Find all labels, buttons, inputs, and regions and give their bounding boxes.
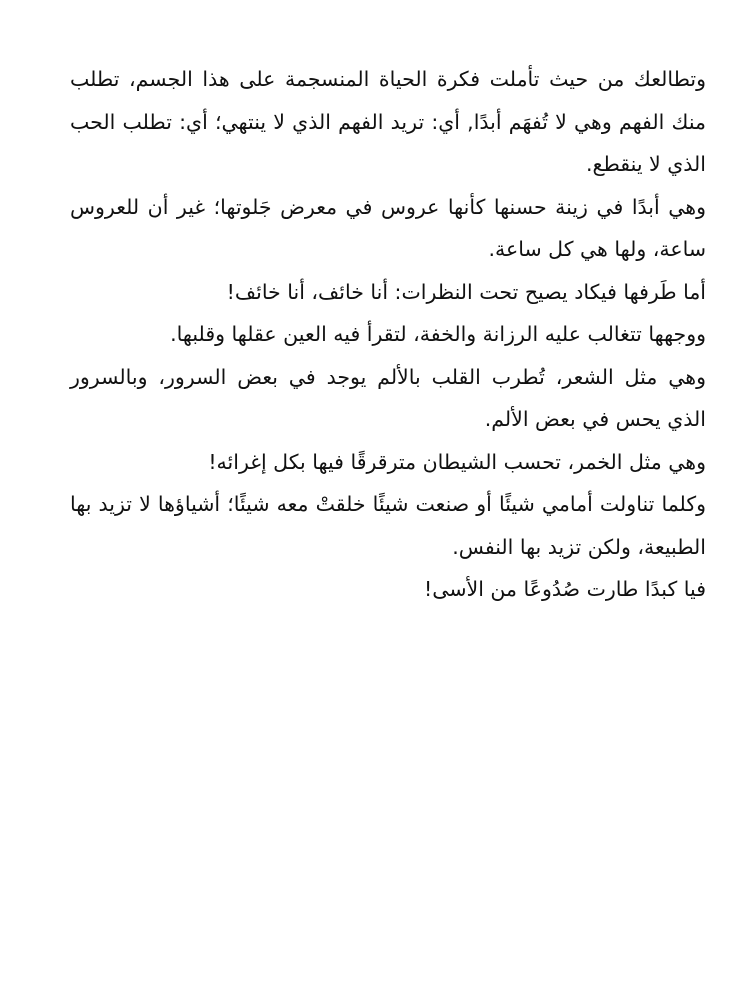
paragraph: وهي مثل الخمر، تحسب الشيطان مترقرقًا فيها بكل إغرائه! xyxy=(208,449,706,474)
paragraph: ووجهها تتغالب عليه الرزانة والخفة، لتقرأ فيه العين عقلها وقلبها. xyxy=(170,322,706,346)
paragraph: أما طَرفها فيكاد يصيح تحت النظرات: أنا خائف، أنا خائف! xyxy=(226,279,706,304)
paragraph: وهي أبدًا في زينة حسنها كأنها عروس في معرض جَلوتها؛ غير أن للعروس ساعة، ولها هي كل ساعة. xyxy=(70,194,706,261)
paragraph: وهي مثل الشعر، تُطرب القلب بالألم يوجد في بعض السرور، وبالسرور الذي يحس في بعض الألم. xyxy=(70,364,706,431)
paragraph: وتطالعك من حيث تأملت فكرة الحياة المنسجمة على هذا الجسم، تطلب منك الفهم وهي لا تُفهَم أبدًا, أي: تريد الفهم الذي لا ينتهي؛ أي: تطلب الحب الذي لا ينقطع. xyxy=(70,67,706,176)
paragraph: وكلما تناولت أمامي شيئًا أو صنعت شيئًا خلقتْ معه شيئًا؛ أشياؤها لا تزيد بها الطبيعة، ولكن تزيد بها النفس. xyxy=(70,492,706,559)
body-text xyxy=(70,58,706,611)
paragraph: فيا كبدًا طارت صُدُوعًا من الأسى! xyxy=(424,577,706,601)
